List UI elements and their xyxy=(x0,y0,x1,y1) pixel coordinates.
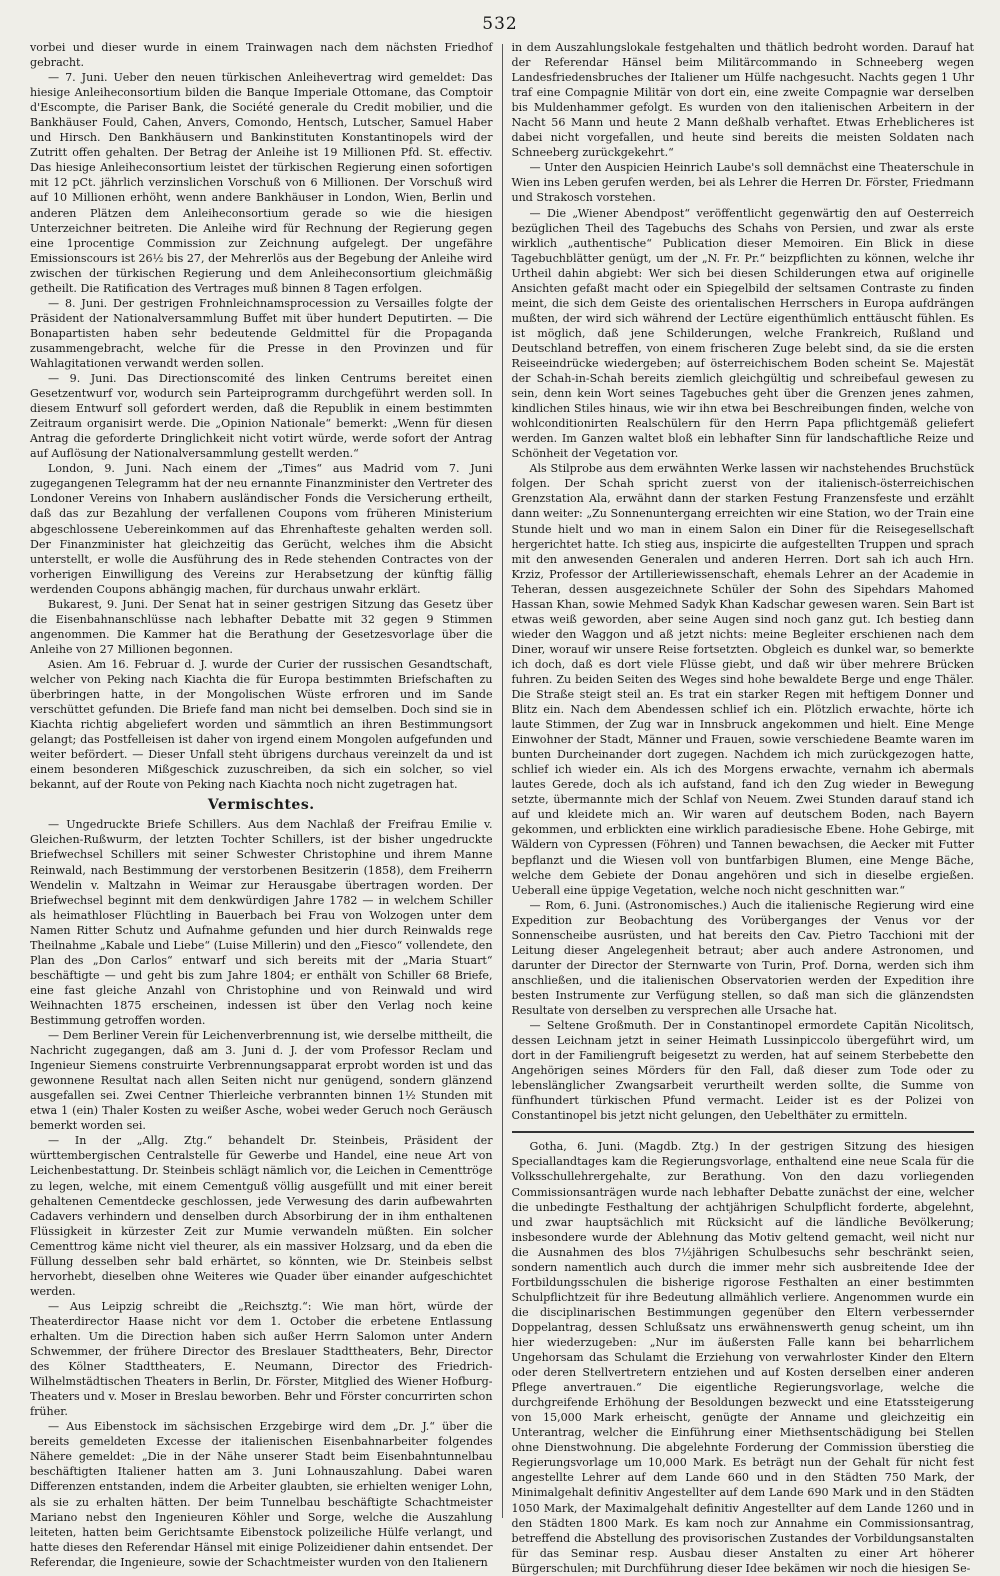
section-heading: Vermischtes. xyxy=(207,797,315,814)
article-paragraph: — Aus Eibenstock im sächsischen Erzgebirge wird dem „Dr. J.“ über die bereits gemeldeten Excesse der italienischen Eisenbahnarbeiter folgendes Nähere gemeldet: „Die in der Nähe unserer Stadt beim Eisenbahntunnelbau beschäftigten Italiener hatten am 3. Juni Lohnauszahlung. Dabei waren Differenzen entstanden, indem die Arbeiter glaubten, sie erhielten weniger Lohn, als sie zu erhalten hätten. Der beim Tunnelbau beschäftigte Schachtmeister Mariano nebst den Ingenieuren Köhler und Sorge, welche die Auszahlung leiteten, hatten beim Gerichtsamte Eibenstock polizeiliche Hülfe verlangt, und hatte dieses den Referendar Hänsel mit einige Polizeidiener dahin entsendet. Der Referendar, die Ingenieure, sowie der Schachtmeister wurden von den Italienern xyxy=(30,1420,493,1569)
right-column xyxy=(503,40,975,1575)
article-paragraph: — 8. Juni. Der gestrigen Frohnleichnamsprocession zu Versailles folgte der Präsident der Nationalversammlung Buffet mit über hundert Deputirten. — Die Bonapartisten haben sehr bedeutende Geldmittel für die Propaganda zusammengebracht, welche für die Presse in den Provinzen und für Wahlagitationen verwandt werden sollen. xyxy=(30,296,493,370)
article-paragraph: — 7. Juni. Ueber den neuen türkischen Anleihevertrag wird gemeldet: Das hiesige Anleiheconsortium bilden die Banque Imperiale Ottomane, das Comptoir d'Escompte, die Pariser Bank, die Société generale du Credit mobilier, und die Bankhäuser Fould, Cahen, Anvers, Comondo, Hentsch, Lutscher, Samuel Haber und Hirsch. Den Bankhäusern und Bankinstituten Konstantinopels wird der Zutritt offen gehalten. Der Betrag der Anleihe ist 19 Millionen Pfd. St. effectiv. Das hiesige Anleiheconsortium leistet der türkischen Regierung einen sofortigen mit 12 pCt. jährlich verzinslichen Vorschuß von 6 Millionen. Der Vorschuß wird auf 10 Millionen erhöht, wenn andere Bankhäuser in London, Wien, Berlin und anderen Plätzen dem Anleiheconsortium gerade so wie die hiesigen Unterzeichner beitreten. Die Anleihe wird für Rechnung der Regierung gegen eine 1procentige Commission zur Zeichnung aufgelegt. Der ungefähre Emissionscours ist 26½ bis 27, der Mehrerlös aus der Begebung der Anleihe wird zwischen der türkischen Regierung und dem Anleiheconsortium gleichmäßig getheilt. Die Ratification des Vertrages muß binnen 8 Tagen erfolgen. xyxy=(30,71,493,295)
columns xyxy=(30,40,975,1575)
article-paragraph: Als Stilprobe aus dem erwähnten Werke lassen wir nachstehendes Bruchstück folgen. Der Schah spricht zuerst von der italienisch-österreichischen Grenzstation Ala, erwähnt dann der starken Festung Franzensfeste und erzählt dann weiter: „Zu Sonnenuntergang erreichten wir eine Station, wo der Train eine Stunde hielt und wo man in einem Salon ein Diner für die Reisegesellschaft hergerichtet hatte. Ich stieg aus, inspicirte die aufgestellten Truppen und sprach mit den anwesenden Generalen und anderen Herren. Dort sah ich auch Hrn. Krziz, Professor der Artilleriewissenschaft, ehemals Lehrer an der Academie in Teheran, dessen ausgezeichnete Schüler der Sohn des Sipehdars Mahomed Hassan Khan, sowie Mehmed Sadyk Khan Kadschar gewesen waren. Sein Bart ist etwas weiß geworden, aber seine Augen sind noch ganz gut. Ich bestieg dann wieder den Waggon und aß jetzt nichts: meine Begleiter erschienen nach dem Diner, worauf wir unsere Reise fortsetzten. Obgleich es dunkel war, so bemerkte ich doch, daß es dort viele Flüsse giebt, und daß wir über mehrere Brücken fuhren. Zu beiden Seiten des Weges sind hohe bewaldete Berge und enge Thäler. Die Straße steigt steil an. Es trat ein starker Regen mit heftigem Donner und Blitz ein. Nach dem Abendessen schlief ich ein. Plötzlich erwachte, hörte ich laute Stimmen, der Zug war in Innsbruck angekommen und hielt. Eine Menge Einwohner der Stadt, Männer und Frauen, sowie verschiedene Beamte waren im bunten Durcheinander dort zugegen. Nachdem ich mich zurückgezogen hatte, schlief ich wieder ein. Als ich des Morgens erwachte, vernahm ich abermals lautes Gerede, doch als ich aufstand, fand ich den Zug wieder in Bewegung setzte, übermannte mich der Schlaf von Neuem. Zwei Stunden darauf stand ich auf und kleidete mich an. Wir waren auf deutschem Boden, nach Bayern gekommen, und erblickten eine wirklich paradiesische Ebene. Hohe Gebirge, mit Wäldern von Cypressen (Föhren) und Tannen bewachsen, die Aecker mit Futter bepflanzt und die Wiesen voll von buntfarbigen Blumen, eine Menge Bäche, welche dem Gebiete der Donau angehören und sich in dieselbe ergießen. Ueberall eine üppige Vegetation, welche noch nicht geschnitten war.“ xyxy=(511,462,975,897)
page-number: 532 xyxy=(482,14,518,34)
article-paragraph: Asien. Am 16. Februar d. J. wurde der Curier der russischen Gesandtschaft, welcher von Peking nach Kiachta die für Europa bestimmten Briefschaften zu überbringen hatte, in der Mongolischen Wüste erfroren und im Sande verschüttet gefunden. Die Briefe fand man nicht bei demselben. Doch sind sie in Kiachta richtig abgeliefert worden und sämmtlich an ihren Bestimmungsort gelangt; das Postfelleisen ist daher von irgend einem Mongolen aufgefunden und weiter befördert. — Dieser Unfall steht übrigens durchaus vereinzelt da und ist einem besonderen Mißgeschick zuzuschreiben, da sich ein solcher, so viel bekannt, auf der Route von Peking nach Kiachta noch nicht zugetragen hat. xyxy=(30,657,493,792)
article-paragraph: — Aus Leipzig schreibt die „Reichsztg.“: Wie man hört, würde der Theaterdirector Haase nicht vor dem 1. October die erbetene Entlassung erhalten. Um die Direction haben sich außer Herrn Salomon unter Andern Schwemmer, der frühere Director des Breslauer Stadttheaters, Behr, Director des Kölner Stadttheaters, E. Neumann, Director des Friedrich-Wilhelmstädtischen Theaters in Berlin, Dr. Förster, Mitglied des Wiener Hofburg-Theaters und v. Moser in Breslau beworben. Behr und Förster concurrirten schon früher. xyxy=(30,1299,493,1419)
article-paragraph: — Unter den Auspicien Heinrich Laube's soll demnächst eine Theaterschule in Wien ins Leben gerufen werden, bei als Lehrer die Herren Dr. Förster, Friedmann und Strakosch vorstehen. xyxy=(511,161,975,205)
article-paragraph: in dem Auszahlungslokale festgehalten und thätlich bedroht worden. Darauf hat der Referendar Hänsel beim Militärcommando in Schneeberg wegen Landesfriedensbruches der Italiener um Hülfe nachgesucht. Nachts gegen 1 Uhr traf eine Compagnie Militär von dort ein, eine zweite Compagnie war derselben bis Muldenhammer gefolgt. Es wurden von den italienischen Arbeitern in der Nacht 56 Mann und heute 2 Mann deßhalb verhaftet. Etwas Erheblicheres ist dabei nicht vorgefallen, und heute sind bereits die meisten Soldaten nach Schneeberg zurückgekehrt.“ xyxy=(511,41,975,160)
article-paragraph: London, 9. Juni. Nach einem der „Times“ aus Madrid vom 7. Juni zugegangenen Telegramm hat der neu ernannte Finanzminister den Vertreter des Londoner Vereins von Inhabern ausländischer Fonds die Versicherung ertheilt, daß das zur Bezahlung der verfallenen Coupons vom früheren Ministerium abgeschlossene Uebereinkommen auf das Ehrenhafteste gehalten werden soll. Der Finanzminister hat gleichzeitig das Gerücht, welches ihm die Absicht unterstellt, er wolle die Ausführung des in Rede stehenden Contractes von der vorherigen Einwilligung des Vereins zur Herabsetzung der künftig fällig werdenden Coupons abhängig machen, für durchaus unwahr erklärt. xyxy=(30,462,493,596)
article-paragraph: vorbei und dieser wurde in einem Trainwagen nach dem nächsten Friedhof gebracht. xyxy=(30,41,493,70)
article-paragraph: — Ungedruckte Briefe Schillers. Aus dem Nachlaß der Freifrau Emilie v. Gleichen-Rußwurm, der letzten Tochter Schillers, ist der bisher ungedruckte Briefwechsel Schillers mit seiner Schwester Christophine und ihrem Manne Reinwald, nach Bestimmung der verstorbenen Besitzerin (1858), dem Freiherrn Wendelin v. Maltzahn in Weimar zur Herausgabe übertragen worden. Der Briefwechsel beginnt mit dem denkwürdigen Jahre 1782 — in welchem Schiller als heimathloser Flüchtling in Bauerbach bei Frau von Wolzogen unter dem Namen Ritter Schutz und Aufnahme gefunden und hier durch Reinwalds rege Theilnahme „Kabale und Liebe“ (Luise Millerin) und den „Fiesco“ vollendete, den Plan des „Don Carlos“ entwarf und sich bereits mit der „Maria Stuart“ beschäftigte — und geht bis zum Jahre 1804; er enthält von Schiller 68 Briefe, eine fast gleiche Anzahl von Christophine und von Reinwald und wird Weihnachten 1875 erscheinen, indessen ist über den Verlag noch keine Bestimmung getroffen worden. xyxy=(30,818,493,1027)
left-column xyxy=(30,40,502,1569)
article-paragraph: Gotha, 6. Juni. (Magdb. Ztg.) In der gestrigen Sitzung des hiesigen Speciallandtages kam die Regierungsvorlage, enthaltend eine neue Scala für die Volksschullehrergehalte, zur Berathung. Von den dazu vorliegenden Commissionsanträgen wurde nach lebhafter Debatte zunächst der eine, welcher die unbedingte Festhaltung der achtjährigen Schulpflicht forderte, abgelehnt, und zwar hauptsächlich mit Rücksicht auf die ländliche Bevölkerung; insbesondere wurde der Ablehnung das Motiv geltend gemacht, weil nicht nur die Ausnahmen des blos 7½jährigen Schulbesuchs sehr beschränkt seien, sondern namentlich auch durch die immer mehr sich ausbreitende Idee der Fortbildungsschulen die bisherige rigorose Festhalten an einer bestimmten Schulpflichtzeit für ihre Bedeutung allmählich verliere. Angenommen wurde ein die disciplinarischen Bestimmungen gegenüber den Eltern verbessernder Doppelantrag, dessen Schlußsatz uns erwähnenswerth genug scheint, um ihn hier wiederzugeben: „Nur im äußersten Falle kann bei beharrlichem Ungehorsam das Schulamt die Erziehung von verwahrloster Kinder den Eltern oder deren Stellvertretern entziehen und auf Kosten derselben einer anderen Pflege anvertrauen.“ Die eigentliche Regierungsvorlage, welche die durchgreifende Erhöhung der Besoldungen bezweckt und eine Etatssteigerung von 15,000 Mark erheischt, genügte der Anname und gleichzeitig ein Unterantrag, welcher die Einführung einer Miethsentschädigung bei Stellen ohne Dienstwohnung. Die abgelehnte Forderung der Commission überstieg die Regierungsvorlage um 10,000 Mark. Es beträgt nun der Gehalt für nicht fest angestellte Lehrer auf dem Lande 660 und in den Städten 750 Mark, der Minimalgehalt definitiv Angestellter auf dem Lande 690 Mark und in den Städten 1050 Mark, der Maximalgehalt definitiv Angestellter auf dem Lande 1260 und in den Städten 1800 Mark. Es kam noch zur Annahme ein Commissionsantrag, betreffend die Abstellung des provisorischen Zustandes der Vorbildungsanstalten für das Seminar resp. Ausbau dieser Anstalten zu einer Art höherer Bürgerschulen; mit Durchführung dieser Idee bekämen wir noch die hiesigen Se- xyxy=(511,1140,975,1575)
article-paragraph: — 9. Juni. Das Directionscomité des linken Centrums bereitet einen Gesetzentwurf vor, wodurch sein Parteiprogramm durchgeführt werden soll. In diesem Entwurf soll gefordert werden, daß die Republik in einem bestimmten Zeitraum organisirt werde. Die „Opinion Nationale“ bemerkt: „Wenn für diesen Antrag die geforderte Dringlichkeit nicht votirt würde, werde sofort der Antrag auf Auflösung der Nationalversammlung gestellt werden.“ xyxy=(30,372,493,461)
article-paragraph: — Seltene Großmuth. Der in Constantinopel ermordete Capitän Nicolitsch, dessen Leichnam jetzt in seiner Heimath Lussinpiccolo übergeführt wird, um dort in der Familiengruft beigesetzt zu werden, hat auf seinem Sterbebette den Angehörigen seines Mörders für den Fall, daß dieser zum Tode oder zu lebenslänglicher Zwangsarbeit verurtheilt werden sollte, die Summe von fünfhundert türkischen Pfund vermacht. Leider ist es der Polizei von Constantinopel bis jetzt nicht gelungen, den Uebelthäter zu ermitteln. xyxy=(511,1019,975,1123)
section-divider xyxy=(512,1131,975,1133)
article-paragraph: Bukarest, 9. Juni. Der Senat hat in seiner gestrigen Sitzung das Gesetz über die Eisenbahnanschlüsse nach lebhafter Debatte mit 32 gegen 9 Stimmen angenommen. Die Kammer hat die Berathung der Gesetzesvorlage über die Anleihe von 27 Millionen begonnen. xyxy=(30,597,493,656)
article-paragraph: — In der „Allg. Ztg.“ behandelt Dr. Steinbeis, Präsident der württembergischen Centralstelle für Gewerbe und Handel, eine neue Art von Leichenbestattung. Dr. Steinbeis schlägt nämlich vor, die Leichen in Cementtröge zu legen, welche, mit einem Cementguß völlig ausgefüllt und mit einer bereit gehaltenen Cementdecke geschlossen, jede Verwesung des darin aufbewahrten Cadavers verhindern und denselben durch Absorbirung der in ihm enthaltenen Flüssigkeit in kürzester Zeit zur Mumie verwandeln müßten. Ein solcher Cementtrog käme nicht viel theurer, als ein massiver Holzsarg, und da eben die Füllung desselben sehr bald erhärtet, so könnten, wie Dr. Steinbeis selbst hervorhebt, dieselben ohne Weiteres wie Quader über einander aufgeschichtet werden. xyxy=(30,1134,493,1298)
article-paragraph: — Die „Wiener Abendpost“ veröffentlicht gegenwärtig den auf Oesterreich bezüglichen Theil des Tagebuchs des Schahs von Persien, und zwar als erste wirklich „authentische“ Publication dieser Memoiren. Ein Blick in diese Tagebuchblätter genügt, um der „N. Fr. Pr.“ beizpflichten zu können, welche ihr Urtheil dahin abgiebt: Wer sich bei diesen Schilderungen etwa auf originelle Ansichten gefaßt macht oder ein Spiegelbild der seltsamen Contraste zu finden meint, die sich dem Geiste des orientalischen Herrschers in Europa aufdrängen mußten, der wird sich während der Lectüre eigenthümlich enttäuscht fühlen. Es ist möglich, daß jene Schilderungen, welche Frankreich, Rußland und Deutschland betreffen, von einem frischeren Zuge belebt sind, da sie die ersten Reiseeindrücke wiedergeben; auf österreichischem Boden scheint Se. Majestät der Schah-in-Schah bereits ziemlich gleichgültig und schreibefaul gewesen zu sein, denn kein Wort seines Tagebuches geht über die Grenzen jenes zahmen, kindlichen Stiles hinaus, wie wir ihn etwa bei Beschreibungen finden, welche von wohlconditionirten Realschülern für den Herrn Papa pflichtgemäß geliefert werden. Im Ganzen waltet bloß ein lebhafter Sinn für landschaftliche Reize und Schönheit der Vegetation vor. xyxy=(511,206,975,461)
article-paragraph: — Rom, 6. Juni. (Astronomisches.) Auch die italienische Regierung wird eine Expedition zur Beobachtung des Vorüberganges der Venus vor der Sonnenscheibe ausrüsten, und hat bereits den Cav. Pietro Tacchioni mit der Leitung dieser Angelegenheit betraut; aber auch andere Astronomen, und darunter der Director der Sternwarte von Turin, Prof. Dorna, werden sich ihm anschließen, und die italienischen Observatorien werden der Expedition ihre besten Instrumente zur Verfügung stellen, so daß man sich die glänzendsten Resultate von derselben zu versprechen alle Ursache hat. xyxy=(511,898,975,1017)
article-paragraph: — Dem Berliner Verein für Leichenverbrennung ist, wie derselbe mittheilt, die Nachricht zugegangen, daß am 3. Juni d. J. der vom Professor Reclam und Ingenieur Siemens construirte Verbrennungsapparat erprobt worden ist und das gewonnene Resultat nach allen Seiten nicht nur genügend, sondern glänzend ausgefallen sei. Zwei Centner Thierleiche verbrannten binnen 1½ Stunden mit etwa 1 (ein) Thaler Kosten zu weißer Asche, wobei weder Geruch noch Geräusch bemerkt worden sei. xyxy=(30,1029,493,1133)
